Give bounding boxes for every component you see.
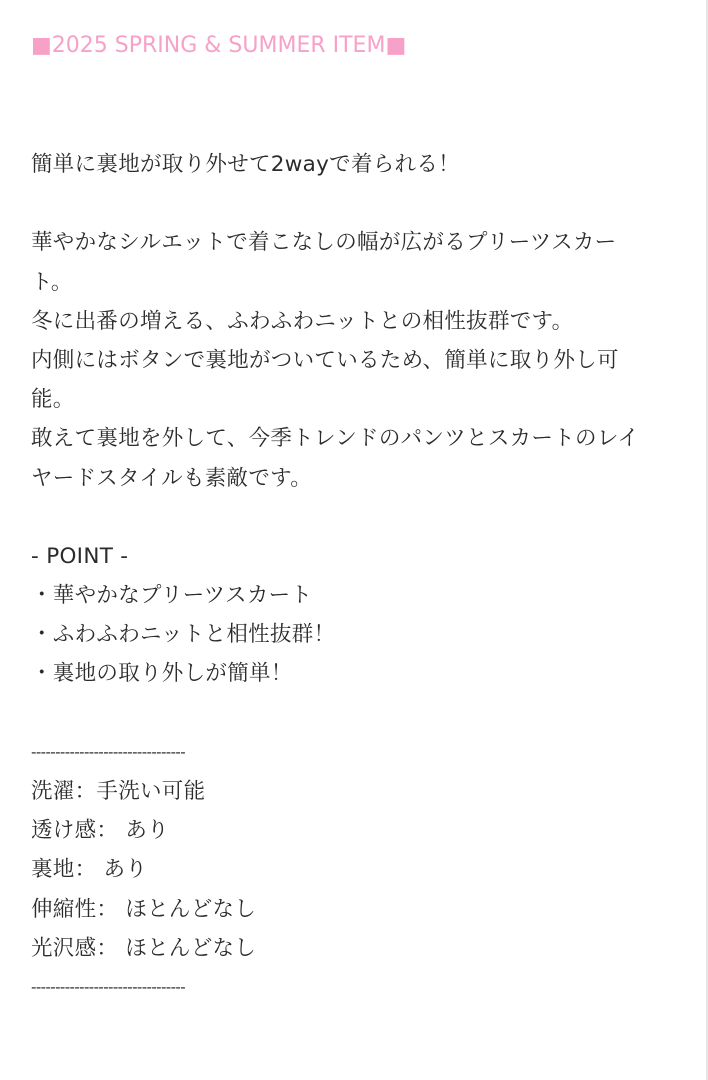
spacer	[31, 184, 681, 223]
spec-sheerness: 透け感： あり	[31, 818, 169, 844]
headline: 簡単に裏地が取り外せて2wayで着られる！	[31, 152, 460, 177]
spec-laundry: 洗濯：手洗い可能	[31, 779, 206, 804]
spacer	[31, 498, 681, 537]
point-heading: - POINT -	[31, 543, 129, 569]
spec-lining: 裏地： あり	[31, 857, 148, 883]
description-line: 内側にはボタンで裏地がついているため、簡単に取り外し可	[31, 347, 619, 373]
point-item: ・裏地の取り外しが簡単！	[31, 661, 293, 687]
point-item: ・ふわふわニットと相性抜群！	[31, 622, 336, 648]
description-line: 敢えて裏地を外して、今季トレンドのパンツとスカートのレイ	[31, 426, 640, 452]
description-line: 冬に出番の増える、ふわふわニットとの相性抜群です。	[31, 308, 574, 334]
divider-bottom: --------------------------------	[31, 977, 186, 996]
season-title: ■2025 SPRING & SUMMER ITEM■	[31, 33, 407, 58]
description-line: 華やかなシルエットで着こなしの幅が広がるプリーツスカー	[31, 230, 617, 256]
spec-gloss: 光沢感： ほとんどなし	[31, 935, 257, 961]
description-line: ヤードスタイルも素敵です。	[31, 465, 313, 491]
description-body	[31, 145, 681, 1007]
description-line: 能。	[31, 387, 75, 413]
spacer	[31, 694, 681, 733]
point-item: ・華やかなプリーツスカート	[31, 583, 313, 609]
divider-top: --------------------------------	[31, 742, 186, 761]
description-line: ト。	[31, 269, 73, 295]
spec-stretch: 伸縮性： ほとんどなし	[31, 896, 257, 922]
